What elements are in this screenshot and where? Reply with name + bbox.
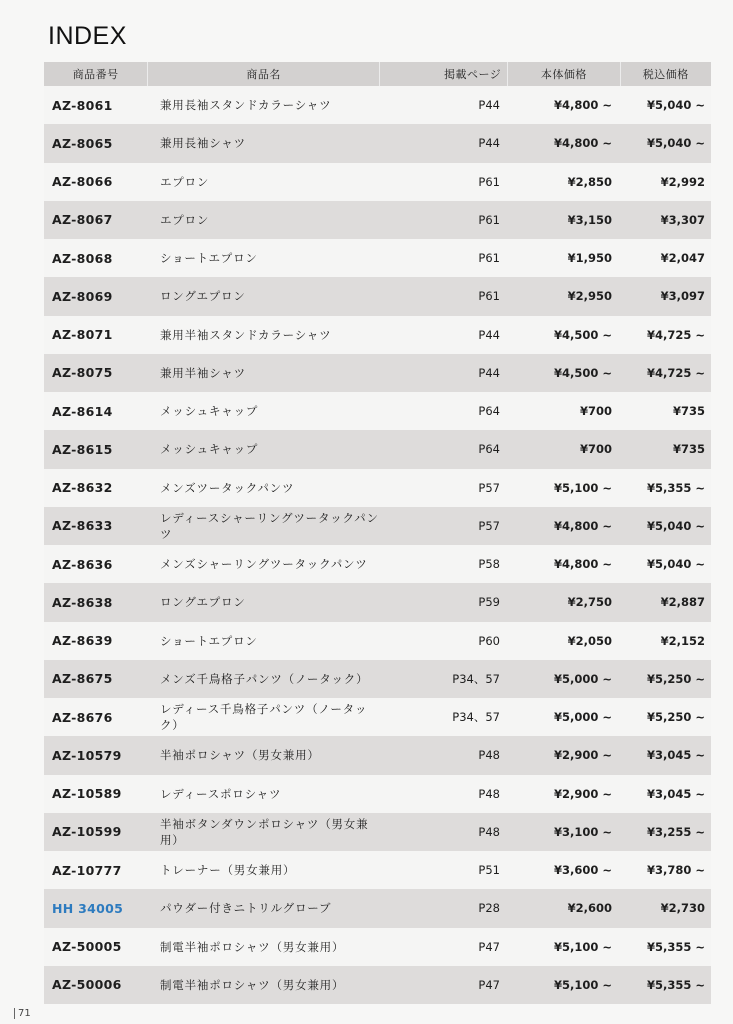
tax-price: ¥3,045 ~ [646,748,705,763]
product-name: メッシュキャップ [160,404,259,419]
product-code: AZ-50006 [52,977,122,993]
base-price: ¥2,600 [567,901,612,916]
product-name: 半袖ボタンダウンポロシャツ（男女兼用） [160,816,369,847]
tax-price: ¥3,255 ~ [646,824,705,839]
base-price: ¥5,000 ~ [553,710,612,725]
product-name: メッシュキャップ [160,442,259,457]
page-ref: P48 [478,786,500,801]
product-code: AZ-8071 [52,327,113,343]
base-price: ¥5,100 ~ [553,939,612,954]
base-price: ¥2,850 [567,174,612,189]
tax-price: ¥2,887 [660,595,705,610]
table-row [44,392,711,430]
product-code: AZ-8075 [52,365,113,381]
tax-price: ¥3,045 ~ [646,786,705,801]
page-ref: P28 [478,901,500,916]
tax-price: ¥5,040 ~ [646,557,705,572]
base-price: ¥1,950 [567,251,612,266]
base-price: ¥700 [579,404,612,419]
base-price: ¥2,050 [567,633,612,648]
base-price: ¥2,950 [567,289,612,304]
page-ref: P48 [478,824,500,839]
table-row [44,201,711,239]
product-code: AZ-8069 [52,288,113,304]
product-code: HH 34005 [52,900,124,916]
base-price: ¥2,900 ~ [553,786,612,801]
product-name: ショートエプロン [160,633,258,648]
base-price: ¥4,500 ~ [553,365,612,380]
tax-price: ¥735 [672,442,705,457]
product-name: 兼用半袖シャツ [160,365,246,380]
page-ref: P34、57 [452,671,500,686]
base-price: ¥3,150 [567,212,612,227]
tax-price: ¥3,780 ~ [646,863,705,878]
table-row [44,239,711,277]
product-name: メンズシャーリングツータックパンツ [160,557,368,572]
tax-price: ¥4,725 ~ [646,327,705,342]
base-price: ¥4,500 ~ [553,327,612,342]
table-row [44,660,711,698]
product-code: AZ-8065 [52,135,113,151]
product-name: レディースポロシャツ [160,786,282,801]
product-code: AZ-8632 [52,480,113,496]
table-row [44,775,711,813]
header-page: 掲載ページ [443,68,502,81]
page-ref: P47 [478,939,500,954]
table-row [44,851,711,889]
product-code: AZ-10777 [52,862,122,878]
table-row [44,736,711,774]
product-code: AZ-8066 [52,174,113,190]
table-body [44,86,711,1004]
table-row [44,545,711,583]
page-ref: P48 [478,748,500,763]
product-name: 兼用長袖シャツ [160,136,246,151]
header-tax-price: 税込価格 [642,68,689,81]
page-ref: P44 [478,327,500,342]
tax-price: ¥5,355 ~ [646,977,705,992]
table-row [44,277,711,315]
product-code: AZ-8633 [52,518,113,534]
table-row [44,583,711,621]
product-code: AZ-8061 [52,97,113,113]
product-code: AZ-8068 [52,250,113,266]
tax-price: ¥2,152 [660,633,705,648]
base-price: ¥4,800 ~ [553,136,612,151]
product-name: トレーナー（男女兼用） [160,863,296,878]
table-header [44,62,711,86]
product-code: AZ-8067 [52,212,113,228]
page-ref: P44 [478,365,500,380]
product-code: AZ-50005 [52,939,122,955]
product-code: AZ-8636 [52,556,113,572]
page-ref: P57 [478,480,500,495]
product-name: メンズツータックパンツ [160,480,295,495]
product-code: AZ-10589 [52,786,122,802]
tax-price: ¥5,040 ~ [646,136,705,151]
page-ref: P59 [478,595,500,610]
product-name: 制電半袖ポロシャツ（男女兼用） [160,977,345,992]
tax-price: ¥2,730 [660,901,705,916]
page-ref: P64 [478,404,500,419]
page-ref: P47 [478,977,500,992]
table-row [44,928,711,966]
tax-price: ¥3,097 [660,289,705,304]
base-price: ¥5,100 ~ [553,480,612,495]
product-code: AZ-8638 [52,594,113,610]
product-name: ショートエプロン [160,251,258,266]
page-ref: P61 [478,212,500,227]
tax-price: ¥735 [672,404,705,419]
product-name: 兼用半袖スタンドカラーシャツ [160,327,332,342]
tax-price: ¥4,725 ~ [646,365,705,380]
base-price: ¥4,800 ~ [553,518,612,533]
page-number: 71 [14,1008,31,1019]
product-name: ロングエプロン [160,289,246,304]
product-code: AZ-8676 [52,709,113,725]
tax-price: ¥2,992 [660,174,705,189]
table-row [44,889,711,927]
table-row [44,86,711,124]
tax-price: ¥2,047 [660,251,705,266]
page-ref: P34、57 [452,710,500,725]
page-ref: P64 [478,442,500,457]
product-name: エプロン [160,174,210,189]
product-name: エプロン [160,212,210,227]
tax-price: ¥5,040 ~ [646,518,705,533]
base-price: ¥3,100 ~ [553,824,612,839]
index-table [44,62,711,1004]
table-row [44,316,711,354]
product-name: レディースシャーリングツータックパンツ [160,510,379,541]
table-row [44,813,711,851]
product-name: パウダー付きニトリルグローブ [160,901,332,916]
product-code: AZ-8675 [52,671,113,687]
header-name: 商品名 [246,68,281,81]
tax-price: ¥5,250 ~ [646,671,705,686]
tax-price: ¥3,307 [660,212,705,227]
product-code: AZ-8639 [52,633,113,649]
base-price: ¥4,800 ~ [553,98,612,113]
table-row [44,354,711,392]
page-ref: P57 [478,518,500,533]
product-name: 兼用長袖スタンドカラーシャツ [160,98,332,113]
page-ref: P61 [478,174,500,189]
base-price: ¥700 [579,442,612,457]
table-row [44,698,711,736]
base-price: ¥2,900 ~ [553,748,612,763]
page-ref: P51 [478,863,500,878]
page-ref: P61 [478,289,500,304]
table-row [44,966,711,1004]
base-price: ¥4,800 ~ [553,557,612,572]
table-row [44,622,711,660]
table-row [44,507,711,545]
product-code: AZ-8614 [52,403,113,419]
header-code: 商品番号 [72,68,119,81]
page-ref: P58 [478,557,500,572]
product-code: AZ-10579 [52,747,122,763]
base-price: ¥5,100 ~ [553,977,612,992]
header-price: 本体価格 [540,68,587,81]
product-code: AZ-8615 [52,441,113,457]
page-ref: P61 [478,251,500,266]
page-ref: P60 [478,633,500,648]
tax-price: ¥5,355 ~ [646,480,705,495]
product-name: 半袖ポロシャツ（男女兼用） [160,748,320,763]
tax-price: ¥5,355 ~ [646,939,705,954]
index-title: INDEX [48,22,127,50]
page-ref: P44 [478,136,500,151]
table-row [44,124,711,162]
page-ref: P44 [478,98,500,113]
product-name: 制電半袖ポロシャツ（男女兼用） [160,939,345,954]
table-row [44,163,711,201]
base-price: ¥3,600 ~ [553,863,612,878]
base-price: ¥2,750 [567,595,612,610]
product-name: レディース千鳥格子パンツ（ノータック） [160,702,368,733]
tax-price: ¥5,040 ~ [646,98,705,113]
base-price: ¥5,000 ~ [553,671,612,686]
table-row [44,430,711,468]
product-name: ロングエプロン [160,595,246,610]
product-name: メンズ千鳥格子パンツ（ノータック） [160,671,369,686]
tax-price: ¥5,250 ~ [646,710,705,725]
product-code: AZ-10599 [52,824,122,840]
table-row [44,469,711,507]
